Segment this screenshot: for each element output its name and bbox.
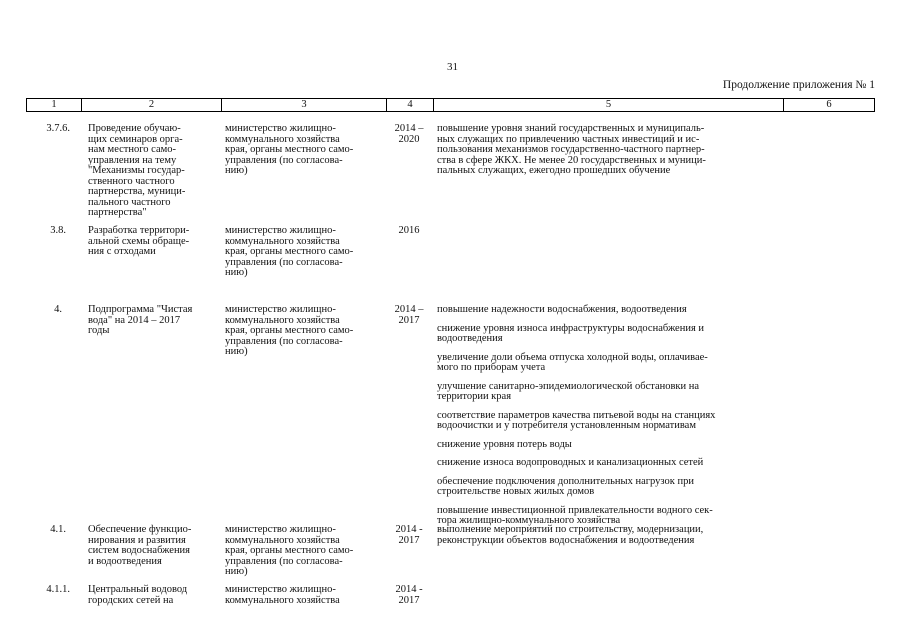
row-results (437, 525, 703, 554)
row-years: 2014 – 2020 (394, 123, 424, 145)
result-item: улучшение санитарно-эпидемиологической обстановки на территории края (437, 380, 700, 402)
result-item: снижение износа водопроводных и канализационных сетей (437, 457, 704, 468)
result-item: повышение уровня знаний государственных и муниципаль- ных служащих по привлечению частных инвестиций и ис- пользования механизмов государственно-частного партнер- ства в сфере ЖКХ. Не менее 20 государственных и муници- пальных служащих, ежегодно прошедших обучение (437, 123, 706, 176)
row-name: Разработка территори- альной схемы обраще- ния с отходами (88, 225, 190, 257)
row-number: 3.8. (50, 225, 66, 236)
row-executor: министерство жилищно- коммунального хозяйства края, органы местного само- управления (по согласова- нию) (225, 304, 354, 357)
result-item: снижение уровня износа инфраструктуры водоснабжения и водоотведения (437, 322, 705, 344)
page-number: 31 (447, 61, 458, 73)
row-name: Обеспечение функцио- нирования и развития систем водоснабжения и водоотведения (88, 524, 192, 567)
header-col-5: 5 (434, 99, 784, 111)
header-col-4: 4 (387, 99, 434, 111)
row-years: 2016 (398, 225, 420, 236)
header-col-6: 6 (826, 99, 832, 110)
continuation-label: Продолжение приложения № 1 (722, 79, 875, 91)
row-name: Проведение обучаю- щих семинаров орга- нам местного само- управления на тему "Механизмы государ- ственного частного партнерства, муници- пального частного партнерства" (88, 123, 186, 218)
row-number: 4.1.1. (46, 584, 70, 595)
header-col-3: 3 (222, 99, 387, 111)
result-item: повышение инвестиционной привлекательности водного сек- тора жилищно-коммунального хозяйства (437, 504, 713, 526)
header-col-1: 1 (27, 99, 82, 111)
row-number: 3.7.6. (46, 123, 70, 134)
row-executor: министерство жилищно- коммунального хозяйства края, органы местного само- управления (по согласова- нию) (225, 225, 354, 278)
row-executor: министерство жилищно- коммунального хозяйства края, органы местного само- управления (по согласова- нию) (225, 524, 354, 577)
result-item: повышение надежности водоснабжения, водоотведения (437, 304, 687, 315)
header-col-2: 2 (82, 99, 222, 111)
result-item: выполнение мероприятий по строительству, модернизации, реконструкции объектов водоснабжения и водоотведения (437, 524, 704, 546)
row-years: 2014 – 2017 (394, 304, 424, 326)
row-executor: министерство жилищно- коммунального хозяйства (225, 584, 340, 606)
result-item: соответствие параметров качества питьевой воды на станциях водоочистки и у потребителя установленным нормативам (437, 409, 716, 431)
row-years: 2014 - 2017 (395, 584, 423, 606)
row-number: 4.1. (50, 524, 66, 535)
row-results (437, 124, 706, 185)
row-name: Подпрограмма "Чистая вода" на 2014 – 2017 годы (88, 304, 193, 336)
row-results (437, 305, 715, 535)
row-executor: министерство жилищно- коммунального хозяйства края, органы местного само- управления (по согласова- нию) (225, 123, 354, 176)
row-name: Центральный водовод городских сетей на (88, 584, 188, 606)
result-item: снижение уровня потерь воды (437, 438, 572, 450)
row-number: 4. (54, 304, 62, 315)
table-header (26, 98, 875, 112)
result-item: увеличение доли объема отпуска холодной воды, оплачивае- мого по приборам учета (437, 351, 708, 373)
result-item: обеспечение подключения дополнительных нагрузок при строительстве новых жилых домов (437, 475, 694, 497)
row-years: 2014 - 2017 (395, 524, 423, 546)
